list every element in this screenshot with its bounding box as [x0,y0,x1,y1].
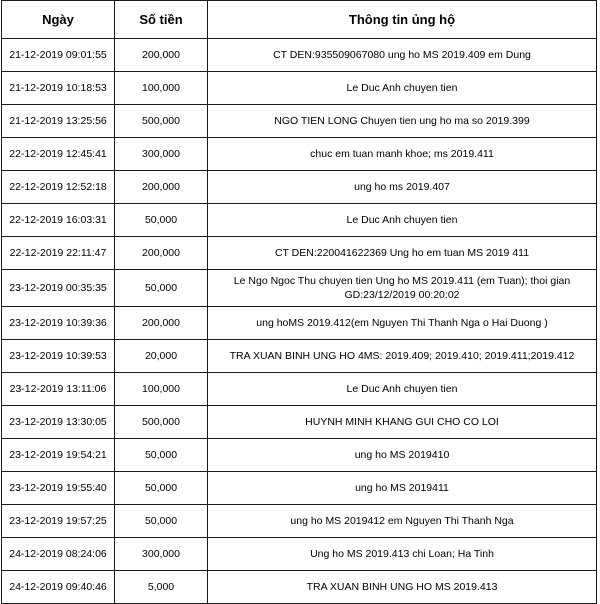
table-row [2,373,597,406]
cell-date: 23-12-2019 19:57:25 [2,505,115,538]
table-row [2,237,597,270]
cell-info: Ung ho MS 2019.413 chi Loan; Ha Tinh [208,538,597,571]
cell-date: 23-12-2019 19:54:21 [2,439,115,472]
donation-table [1,0,597,604]
cell-amount: 500,000 [115,105,208,138]
cell-amount: 50,000 [115,204,208,237]
header-amount: Số tiền [115,1,208,39]
table-row [2,571,597,604]
cell-info: ung ho ms 2019.407 [208,171,597,204]
cell-amount: 200,000 [115,171,208,204]
cell-amount: 200,000 [115,237,208,270]
table-row [2,138,597,171]
cell-amount: 50,000 [115,472,208,505]
cell-amount: 200,000 [115,39,208,72]
table-row [2,39,597,72]
cell-amount: 20,000 [115,340,208,373]
cell-info: HUYNH MINH KHANG GUI CHO CO LOI [208,406,597,439]
cell-date: 23-12-2019 10:39:53 [2,340,115,373]
cell-date: 24-12-2019 09:40:46 [2,571,115,604]
cell-info: Le Ngo Ngoc Thu chuyen tien Ung ho MS 2019.411 (em Tuan); thoi gian GD:23/12/2019 00:20:02 [208,270,597,307]
cell-date: 22-12-2019 16:03:31 [2,204,115,237]
table-row [2,340,597,373]
table-row [2,105,597,138]
cell-info: TRA XUAN BINH UNG HO MS 2019.413 [208,571,597,604]
cell-amount: 200,000 [115,307,208,340]
cell-info: TRA XUAN BINH UNG HO 4MS: 2019.409; 2019.410; 2019.411;2019.412 [208,340,597,373]
cell-date: 23-12-2019 00:35:35 [2,270,115,307]
cell-date: 23-12-2019 13:11:06 [2,373,115,406]
table-row [2,72,597,105]
cell-info: NGO TIEN LONG Chuyen tien ung ho ma so 2019.399 [208,105,597,138]
cell-info: CT DEN:935509067080 ung ho MS 2019.409 em Dung [208,39,597,72]
cell-amount: 5,000 [115,571,208,604]
cell-date: 23-12-2019 10:39:36 [2,307,115,340]
cell-info: ung ho MS 2019410 [208,439,597,472]
table-row [2,270,597,307]
table-row [2,307,597,340]
cell-info: chuc em tuan manh khoe; ms 2019.411 [208,138,597,171]
cell-amount: 300,000 [115,138,208,171]
table-row [2,439,597,472]
header-date: Ngày [2,1,115,39]
cell-info: ung ho MS 2019412 em Nguyen Thi Thanh Nga [208,505,597,538]
table-row [2,538,597,571]
cell-info: CT DEN:220041622369 Ung ho em tuan MS 2019 411 [208,237,597,270]
cell-info: ung ho MS 2019411 [208,472,597,505]
table-row [2,204,597,237]
cell-date: 24-12-2019 08:24:06 [2,538,115,571]
cell-date: 22-12-2019 12:52:18 [2,171,115,204]
cell-amount: 100,000 [115,72,208,105]
cell-amount: 100,000 [115,373,208,406]
table-row [2,171,597,204]
cell-date: 23-12-2019 19:55:40 [2,472,115,505]
table-row [2,406,597,439]
cell-amount: 50,000 [115,439,208,472]
cell-info: Le Duc Anh chuyen tien [208,373,597,406]
cell-amount: 500,000 [115,406,208,439]
cell-amount: 50,000 [115,270,208,307]
cell-amount: 300,000 [115,538,208,571]
cell-info: Le Duc Anh chuyen tien [208,72,597,105]
cell-info: ung hoMS 2019.412(em Nguyen Thi Thanh Nga o Hai Duong ) [208,307,597,340]
cell-date: 22-12-2019 12:45:41 [2,138,115,171]
cell-date: 21-12-2019 09:01:55 [2,39,115,72]
cell-amount: 50,000 [115,505,208,538]
cell-date: 21-12-2019 10:18:53 [2,72,115,105]
cell-date: 22-12-2019 22:11:47 [2,237,115,270]
table-row [2,505,597,538]
header-info: Thông tin ủng hộ [208,1,597,39]
cell-date: 21-12-2019 13:25:56 [2,105,115,138]
table-row [2,472,597,505]
header-row [2,1,597,39]
cell-date: 23-12-2019 13:30:05 [2,406,115,439]
cell-info: Le Duc Anh chuyen tien [208,204,597,237]
